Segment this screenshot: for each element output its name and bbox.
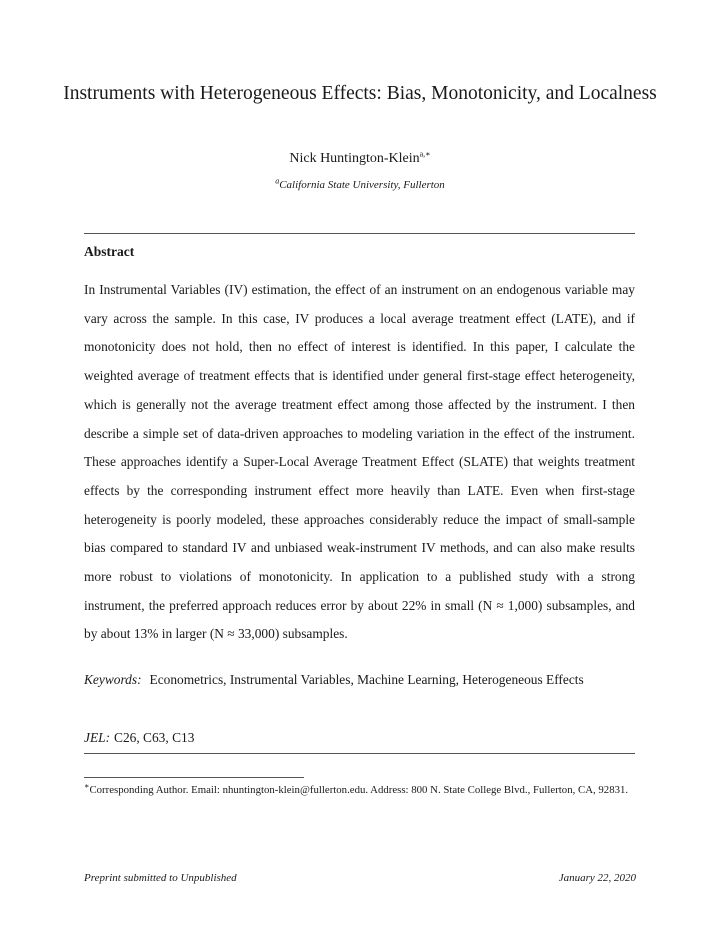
footnote xyxy=(84,782,635,799)
footnote-text: Corresponding Author. Email: nhuntington-klein@fullerton.edu. Address: 800 N. State College Blvd., Fullerton, CA, 92831. xyxy=(89,784,629,796)
jel-line xyxy=(84,729,635,747)
footnote-mark: ∗ xyxy=(84,781,90,791)
bottom-rule xyxy=(84,753,635,754)
keywords-label: Keywords: xyxy=(84,672,142,687)
affiliation-line xyxy=(60,178,660,192)
abstract-body: In Instrumental Variables (IV) estimation, the effect of an instrument on an endogenous variable may vary across the sample. In this case, IV produces a local average treatment effect (LATE), and if monotonicity does not hold, then no effect of interest is identified. In this paper, I calculate the weighted average of treatment effects that is identified under general first-stage effect heterogeneity, which is generally not the average treatment effect among those affected by the instrument. I then describe a simple set of data-driven approaches to modeling variation in the effect of the instrument. These approaches identify a Super-Local Average Treatment Effect (SLATE) that weights treatment effects by the corresponding instrument effect more heavily than LATE. Even when first-stage heterogeneity is poorly modeled, these approaches considerably reduce the impact of small-sample bias compared to standard IV and unbiased weak-instrument IV methods, and can also make results more robust to violations of monotonicity. In application to a published study with a strong instrument, the preferred approach reduces error by about 22% in small (N ≈ 1,000) subsamples, and by about 13% in larger (N ≈ 33,000) subsamples. xyxy=(84,282,635,642)
affiliation-mark: a xyxy=(275,176,280,186)
affiliation-text: California State University, Fullerton xyxy=(279,179,445,191)
jel-label: JEL: xyxy=(84,730,111,745)
footnote-rule xyxy=(84,777,304,778)
author-marks: a,∗ xyxy=(419,149,431,159)
jel-text: C26, C63, C13 xyxy=(114,730,195,745)
keywords-text: Econometrics, Instrumental Variables, Machine Learning, Heterogeneous Effects xyxy=(149,672,584,687)
keywords-line xyxy=(84,671,635,689)
footer-preprint: Preprint submitted to Unpublished xyxy=(84,872,237,884)
abstract-heading: Abstract xyxy=(84,244,135,259)
footer-date: January 22, 2020 xyxy=(558,872,636,884)
author-line xyxy=(60,150,660,168)
top-rule xyxy=(84,233,635,234)
paper-title: Instruments with Heterogeneous Effects: Bias, Monotonicity, and Localness xyxy=(63,83,657,104)
author-name: Nick Huntington-Klein xyxy=(289,151,420,166)
